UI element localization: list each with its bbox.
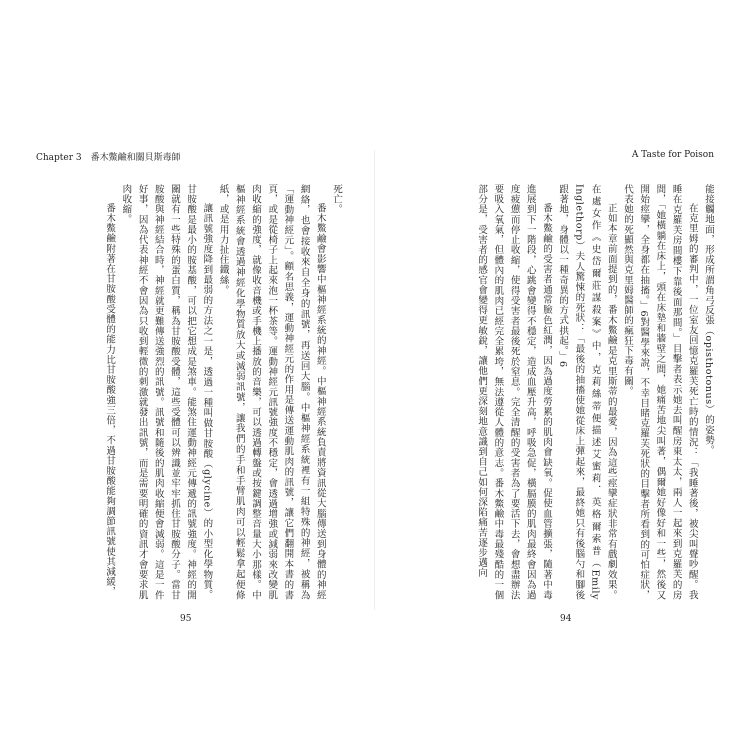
left-page bbox=[36, 150, 362, 624]
left-page-body bbox=[40, 184, 344, 600]
paragraph: 讓訊號強度降到最弱的方法之一是，透過一種叫做甘胺酸（glycine）的小型化學物質。甘胺酸是最小的胺基酸，可以把它想成是煞車。能煞住運動神經元傳遞的訊號強度。神經的開關就有一些特殊的蛋白質，稱為甘胺酸受體，這些受體可以辨識並牢牢抓住甘胺酸分子。當甘胺酸與神經結合時，神經就更難傳送強烈的訊號。訊號和隨後的肌肉收縮便會減弱。這是一件好事，因為代表神經不會因為只收到輕微的刺激就發出訊號，而是需要明確的資訊才會要求肌肉收縮。 bbox=[120, 184, 213, 600]
page-gutter bbox=[374, 150, 375, 610]
page-number-left: 95 bbox=[180, 614, 192, 624]
page-number-right: 94 bbox=[560, 614, 572, 624]
paragraph: 死亡。 bbox=[331, 184, 342, 215]
paragraph: 正如本章前面提到的，番木鱉鹼是克里斯蒂的最愛，因為這些痙攣症狀非常有戲劇效果。在處女作《史岱爾莊謀殺案》中，克莉絲蒂便描述艾蜜莉．英格爾索普（Emily Inglethorp）夫人驚悚的死狀：「最後的抽搐使她從床上彈起來，最終她只有後腦勺和腳後跟著地，身體以一種奇異的方式拱起。」6 bbox=[557, 184, 617, 600]
paragraph: 番木鱉鹼會影響中樞神經系統的神經。中樞神經系統負責將資訊從大腦傳送到身體的神經網絡，也會接收來自全身的訊號，再送回大腦。中樞神經系統裡有一組特殊的神經，被稱為「運動神經元」。顧名思義，運動神經元的作用是傳送運動肌肉的訊號，讓它們翻開本書的書頁，或是從椅子上起來泡一杯茶等。運動神經元訊號強度不穩定，會透過增強或減弱來改變肌肉收縮的強度，就像收音機或手機上播放的音樂，可以透過轉盤或按鍵調整音量大小那樣。中樞神經系統會透過神經化學物質放大或減弱訊號，讓我們的手和手臂肌肉可以輕鬆拿起便條紙，或是用力扯住鐵絲。 bbox=[217, 184, 326, 600]
paragraph: 番木鱉鹼的受害者通常臉色紅潤，因為過度勞累的肌肉會缺氧。促使血管擴張，隨著中毒進展到下一階段，心跳會變得不穩定，造成血壓升高，呼吸急促，橫膈膜的肌肉最終會因為過度疲憊而停止收縮，使得受害者最後死於窒息。完全清醒的受害者為了要活下去，會想盡辦法要吸入氧氣，但體內的肌肉已經完全累垮，無法遵從人體的意志。番木鱉鹼中毒最殘酷的一個部分是，受害者的感官會變得更敏銳，讓他們更深刻地意識到自己如何深陷痛苦逐步邁向 bbox=[476, 184, 552, 600]
running-header-left: Chapter 3 番木鱉鹼和關貝斯毒師 bbox=[36, 153, 181, 163]
paragraph: 能接觸地面，形成所謂角弓反張（opisthotonus）的姿勢。 bbox=[703, 184, 714, 456]
paragraph: 番木鱉鹼附著在甘胺酸受體的能力比甘胺酸強三倍，不過甘胺酸能夠調節訊號使其減緩， bbox=[104, 203, 116, 597]
right-page bbox=[390, 150, 716, 624]
running-header-right: A Taste for Poison bbox=[631, 150, 714, 160]
right-page-body bbox=[398, 184, 716, 600]
paragraph: 在克里姆的審判中，一位室友回憶克羅芙死亡時的情況：「我睡著後，被尖叫聲吵醒。我睡在克羅芙房間樓下靠後面那間。」目擊者表示她去叫醒房東太太，兩人一起來到克羅芙的房間，「她橫躺在床上，頭在床墊和牆壁之間，她痛苦地尖叫著，偶爾她好像好和一些，然後又開始痙攣，全身都在抽搐。」6對醫學來說，不幸目睹克羅芙死狀的目擊者所看到的可怕症狀，代表她的死顯然與克里姆醫師的瘋狂下毒有關。 bbox=[621, 184, 698, 600]
